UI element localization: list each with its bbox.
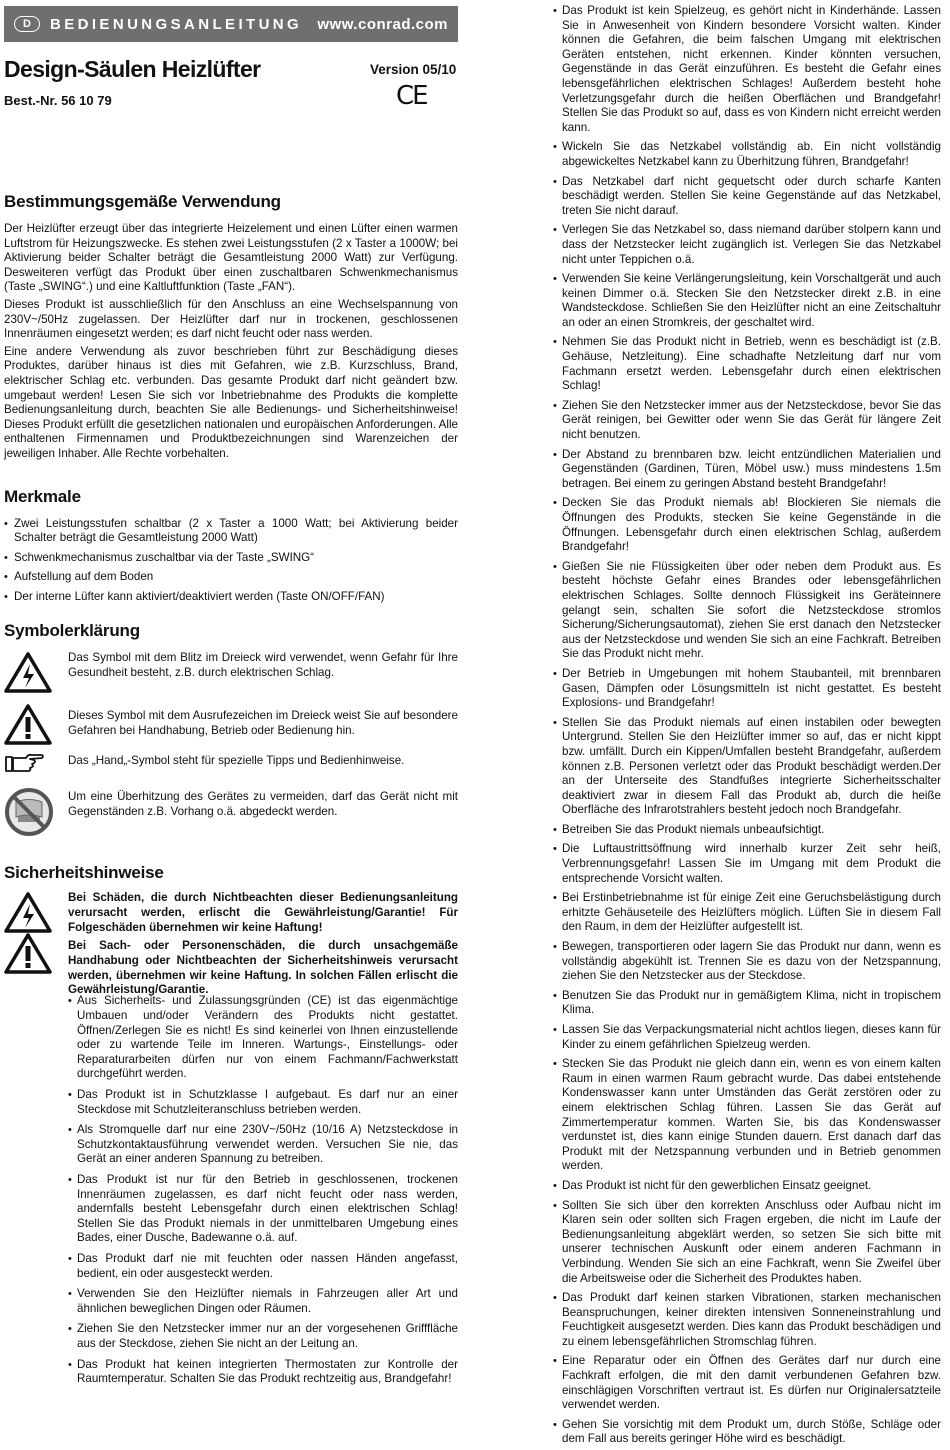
feature-item: • Der interne Lüfter kann aktiviert/deaktiviert werden (Taste ON/OFF/FAN) — [4, 590, 458, 605]
symbol-text: Das „Hand„-Symbol steht für spezielle Tipps und Bedienhinweise. — [68, 754, 405, 768]
safety-item: • Stellen Sie das Produkt niemals auf einen instabilen oder bewegten Untergrund. Stellen Sie den Heizlüfter immer so auf, das er nicht kippt bzw. umfällt. Durch ein Kippen/Umfallen besteht Brandgefahr, außerdem können z.B. Personen verletzt oder das Produkt beschädigt werden.Der an der Unterseite des Standfußes integrierte Sicherheitsschalter deaktiviert zwar in diesem Fall das Produkt ab, durch die heiße Oberfläche des Infrarotstrahlers besteht jedoch noch Brandgefahr. — [553, 716, 941, 818]
safety-item: • Als Stromquelle darf nur eine 230V~/50Hz (10/16 A) Netzsteckdose in Schutzkontaktausführung verwendet werden. Versuchen Sie nie, das Gerät an einer anderen Spannung zu betreiben. — [68, 1123, 458, 1167]
intended-use-paragraph: Dieses Produkt ist ausschließlich für den Anschluss an eine Wechselspannung von 230V~/50Hz zugelassen. Der Heizlüfter darf nur in trockenen, geschlossenen Innenräumen eingesetzt werden; es darf nicht feucht oder nass werden. — [4, 297, 458, 341]
symbol-row — [4, 651, 458, 703]
safety-item: • Decken Sie das Produkt niemals ab! Blockieren Sie niemals die Öffnungen des Produkts, stecken Sie keine Gegenstände in die Öffnungen. Lebensgefahr durch einen elektrischen Schlag, außerdem Brandgefahr! — [553, 496, 941, 554]
intended-use-heading: Bestimmungsgemäße Verwendung — [4, 192, 281, 211]
exclamation-triangle-icon — [4, 703, 52, 745]
safety-item: • Lassen Sie das Verpackungsmaterial nicht achtlos liegen, dieses kann für Kinder zu einem gefährlichen Spielzeug werden. — [553, 1023, 941, 1052]
safety-item: • Bewegen, transportieren oder lagern Sie das Produkt nur dann, wenn es vollständig abgekühlt ist. Trennen Sie es dazu von der Netzspannung, ziehen Sie den Netzstecker aus der Steckdose. — [553, 940, 941, 984]
do-not-cover-icon — [4, 787, 54, 837]
safety-item: • Sollten Sie sich über den korrekten Anschluss oder Aufbau nicht im Klaren sein oder sollten sich Fragen ergeben, die nicht im Laufe der Bedienungsanleitung abgeklärt werden, so setzen Sie sich bitte mit unserer technischen Auskunft oder einem anderen Fachmann in Verbindung. Wenden Sie sich an eine Fachkraft, wenn Sie Zweifel über die Arbeitsweise oder die Sicherheit des Produktes haben. — [553, 1199, 941, 1287]
safety-item: • Verlegen Sie das Netzkabel so, dass niemand darüber stolpern kann und dass der Netzstecker leicht zugänglich ist. Verlegen Sie das Netzkabel nicht unter Teppichen o.ä. — [553, 223, 941, 267]
lightning-triangle-icon — [4, 891, 52, 933]
feature-item: • Schwenkmechanismus zuschaltbar via der Taste „SWING“ — [4, 551, 458, 566]
safety-item: • Eine Reparatur oder ein Öffnen des Gerätes darf nur durch eine Fachkraft erfolgen, die mit den damit verbundenen Gefahren bzw. einschlägigen Vorschriften vertraut ist. Es dürfen nur Originalersatzteile verwendet werden. — [553, 1354, 941, 1412]
symbol-row — [4, 787, 458, 857]
warning-text: Bei Sach- oder Personenschäden, die durch unsachgemäße Handhabung oder Nichtbeachten der Sicherheitshinweis verursacht werden, übernehmen wir keine Haftung. In solchen Fällen erlischt die Gewährleistung/Garantie. — [68, 939, 458, 997]
safety-item: • Das Produkt ist nicht für den gewerblichen Einsatz geeignet. — [553, 1179, 941, 1194]
warning-row — [4, 932, 458, 997]
safety-item: • Die Luftaustrittsöffnung wird innerhalb kurzer Zeit sehr heiß, Verbrennungsgefahr! Lassen Sie im Umgang mit dem Produkt die entsprechende Vorsicht walten. — [553, 842, 941, 886]
safety-item: • Verwenden Sie keine Verlängerungsleitung, kein Vorschaltgerät und auch keinen Dimmer o.ä. Stecken Sie den Netzstecker direkt z.B. in eine Wandsteckdose. Schließen Sie den Heizlüfter nicht an eine Zeitschaltuhr an oder an einen Stromkreis, der geschaltet wird. — [553, 272, 941, 330]
document-title: Design-Säulen Heizlüfter — [4, 56, 261, 82]
intended-use-paragraph: Der Heizlüfter erzeugt über das integrierte Heizelement und einen Lüfter einen warmen Luftstrom für Heizungszwecke. Es stehen zwei Leistungsstufen (2 x Taster a 1000W; bei Aktivierung beider Schalter beträgt die Gesamtleistung 2000 Watt) zur Verfügung. Desweiteren verfügt das Produkt über einen zuschaltbaren Schwenkmechanismus (Taste „SWING“.) und eine Kaltluftfunktion (Taste „FAN“). — [4, 222, 458, 294]
banner-url: www.conrad.com — [317, 15, 448, 33]
version-label: Version 05/10 — [370, 62, 457, 77]
feature-item: • Zwei Leistungsstufen schaltbar (2 x Taster a 1000 Watt; bei Aktivierung beider Schalter beträgt die Gesamtleistung 2000 Watt) — [4, 517, 458, 546]
safety-item: • Das Produkt darf nie mit feuchten oder nassen Händen angefasst, bedient, ein oder ausgesteckt werden. — [68, 1252, 458, 1281]
article-number: Best.-Nr. 56 10 79 — [4, 93, 112, 108]
feature-item: • Aufstellung auf dem Boden — [4, 570, 458, 585]
safety-item: • Das Produkt darf keinen starken Vibrationen, starken mechanischen Beanspruchungen, keiner direkten intensiven Sonneneinstrahlung und Feuchtigkeit ausgesetzt werden. Dies kann das Produkt beschädigen und zu einem lebensgefährlichen Stromschlag führen. — [553, 1291, 941, 1349]
symbol-text: Dieses Symbol mit dem Ausrufezeichen im Dreieck weist Sie auf besondere Gefahren bei Handhabung, Betrieb oder Bedienung hin. — [68, 709, 458, 738]
ce-mark: CE — [396, 81, 427, 111]
safety-item: • Gehen Sie vorsichtig mit dem Produkt um, durch Stöße, Schläge oder dem Fall aus bereits geringer Höhe wird es beschädigt. — [553, 1418, 941, 1447]
country-badge: D — [14, 16, 40, 32]
safety-item: • Das Produkt hat keinen integrierten Thermostaten zur Kontrolle der Raumtemperatur. Schalten Sie das Produkt rechtzeitig aus, Brandgefahr! — [68, 1358, 458, 1387]
header-banner — [4, 6, 458, 42]
left-column — [4, 0, 458, 1390]
intended-use-paragraph: Eine andere Verwendung als zuvor beschrieben führt zur Beschädigung dieses Produktes, darüber hinaus ist dies mit Gefahren, wie z.B. Kurzschluss, Brand, elektrischer Schlag etc. verbunden. Das gesamte Produkt darf nicht geändert bzw. umgebaut werden! Lesen Sie sich vor Inbetriebnahme des Produkts die komplette Bedienungsanleitung durch, beachten Sie alle Bedienungs- und Sicherheitshinweise! Dieses Produkt erfüllt die gesetzlichen nationalen und europäischen Anforderungen. Alle enthaltenen Firmennamen und Produktbezeichnungen sind Warenzeichen der jeweiligen Inhaber. Alle Rechte vorbehalten. — [4, 344, 458, 460]
safety-item: • Nehmen Sie das Produkt nicht in Betrieb, wenn es beschädigt ist (z.B. Gehäuse, Netzleitung). Eine schadhafte Netzleitung darf nur vom Fachmann ersetzt werden. Lebensgefahr durch einen elektrischen Schlag! — [553, 335, 941, 393]
safety-list-left — [4, 994, 458, 1386]
safety-item: • Benutzen Sie das Produkt nur in gemäßigtem Klima, nicht in tropischem Klima. — [553, 989, 941, 1018]
safety-item: • Das Produkt ist nur für den Betrieb in geschlossenen, trockenen Innenräumen zugelassen, es darf nicht feucht oder nass werden, andernfalls besteht Lebensgefahr durch einen elektrischen Schlag! Stellen Sie das Produkt niemals in der unmittelbaren Umgebung eines Bades, einer Dusche, Badewanne o.ä. auf. — [68, 1173, 458, 1246]
safety-item: • Verwenden Sie den Heizlüfter niemals in Fahrzeugen aller Art und ähnlichen beweglichen Dingen oder Räumen. — [68, 1287, 458, 1316]
safety-item: • Der Betrieb in Umgebungen mit hohem Staubanteil, mit brennbaren Gasen, Dämpfen oder Lösungsmitteln ist nicht gestattet. Es besteht Explosions- und Brandgefahr! — [553, 667, 941, 711]
warning-row — [4, 891, 458, 932]
pointing-hand-icon — [4, 751, 44, 773]
banner-title: BEDIENUNGSANLEITUNG — [50, 15, 303, 33]
safety-item: • Ziehen Sie den Netzstecker immer aus der Netzsteckdose, bevor Sie das Gerät reinigen, bei Gewitter oder wenn Sie das Gerät für längere Zeit nicht benutzen. — [553, 399, 941, 443]
exclamation-triangle-icon — [4, 932, 52, 974]
symbol-text: Das Symbol mit dem Blitz im Dreieck wird verwendet, wenn Gefahr für Ihre Gesundheit besteht, z.B. durch elektrischen Schlag. — [68, 651, 458, 680]
safety-item: • Wickeln Sie das Netzkabel vollständig ab. Ein nicht vollständig abgewickeltes Netzkabel kann zu Überhitzung führen, Brandgefahr! — [553, 140, 941, 169]
symbols-heading: Symbolerklärung — [4, 621, 140, 641]
safety-item: • Das Produkt ist kein Spielzeug, es gehört nicht in Kinderhände. Lassen Sie in Anwesenheit von Kindern besondere Vorsicht walten. Kinder können die Gefahren, die beim falschen Umgang mit elektrischen Geräten entstehen, nicht erkennen. Kinder könnten versuchen, Gegenstände in das Gerät einzuführen. Es besteht die Gefahr eines lebensgefährlichen elektrischen Schlages! Außerdem besteht hohe Verletzungsgefahr durch die heißen Oberflächen und Brandgefahr! Stellen Sie das Produkt so auf, dass es von Kindern nicht erreicht werden kann. — [553, 4, 941, 135]
safety-item: • Der Abstand zu brennbaren bzw. leicht entzündlichen Materialien und Gegenständen (Gardinen, Türen, Möbel usw.) muss mindestens 1.5m betragen. Bei einem zu geringen Abstand besteht Brandgefahr! — [553, 448, 941, 492]
safety-item: • Gießen Sie nie Flüssigkeiten über oder neben dem Produkt aus. Es besteht höchste Gefahr eines Brandes oder lebensgefährlichen elektrischen Schlages. Sollte dennoch Flüssigkeit ins Geräteinnere gelangt sein, schalten Sie sofort die Netzsteckdose stromlos Sicherung/Sicherungsautomat), ziehen Sie erst danach den Netzstecker aus der Netzsteckdose und wenden Sie sich an eine Fachkraft. Betreiben Sie das Produkt nicht mehr. — [553, 560, 941, 662]
safety-item: • Das Netzkabel darf nicht gequetscht oder durch scharfe Kanten beschädigt werden. Stellen Sie keine Gegenstände auf das Netzkabel, treten Sie nicht darauf. — [553, 175, 941, 219]
safety-item: • Stecken Sie das Produkt nie gleich dann ein, wenn es von einem kalten Raum in einen warmen Raum gebracht wurde. Das dabei entstehende Kondenswasser kann unter Umständen das Gerät zerstören oder zu einem elektrischen Schlag führen. Lassen Sie das Gerät auf Zimmertemperatur kommen. Warten Sie, bis das Kondenswasser verdunstet ist, dies kann einige Stunden dauern. Erst danach darf das Produkt mit der Netzspannung verbunden und in Betrieb genommen werden. — [553, 1057, 941, 1174]
safety-item: • Das Produkt ist in Schutzklasse I aufgebaut. Es darf nur an einer Steckdose mit Schutzleiteranschluss betrieben werden. — [68, 1088, 458, 1117]
title-block — [4, 42, 458, 122]
safety-item: • Bei Erstinbetriebnahme ist für einige Zeit eine Geruchsbelästigung durch erhitzte Gehäuseteile des Heizlüfters möglich. Lüften Sie in diesem Fall den Raum, in dem der Heizlüfter aufgestellt ist. — [553, 891, 941, 935]
symbol-text: Um eine Überhitzung des Gerätes zu vermeiden, darf das Gerät nicht mit Gegenständen z.B. Vorhang o.ä. abgedeckt werden. — [68, 790, 458, 819]
symbol-row — [4, 751, 458, 787]
safety-item: • Aus Sicherheits- und Zulassungsgründen (CE) ist das eigenmächtige Umbauen und/oder Verändern des Produkts nicht gestattet. Öffnen/Zerlegen Sie es nicht! Es sind keinerlei von Ihnen einzustellende oder zu wartende Teile im Inneren. Wartungs-, Einstellungs- oder Reparaturarbeiten dürfen nur von einem Fachmann/Fachwerkstatt durchgeführt werden. — [68, 994, 458, 1082]
lightning-triangle-icon — [4, 651, 52, 693]
safety-heading: Sicherheitshinweise — [4, 863, 164, 883]
safety-item: • Ziehen Sie den Netzstecker immer nur an der vorgesehenen Grifffläche aus der Steckdose, ziehen Sie nicht an der Leitung an. — [68, 1322, 458, 1351]
safety-item: • Betreiben Sie das Produkt niemals unbeaufsichtigt. — [553, 823, 941, 838]
warning-text: Bei Schäden, die durch Nichtbeachten dieser Bedienungsanleitung verursacht werden, erlischt die Gewährleistung/Garantie! Für Folgeschäden übernehmen wir keine Haftung! — [68, 891, 458, 934]
right-column — [553, 4, 941, 1450]
symbol-row — [4, 703, 458, 751]
features-heading: Merkmale — [4, 486, 81, 506]
